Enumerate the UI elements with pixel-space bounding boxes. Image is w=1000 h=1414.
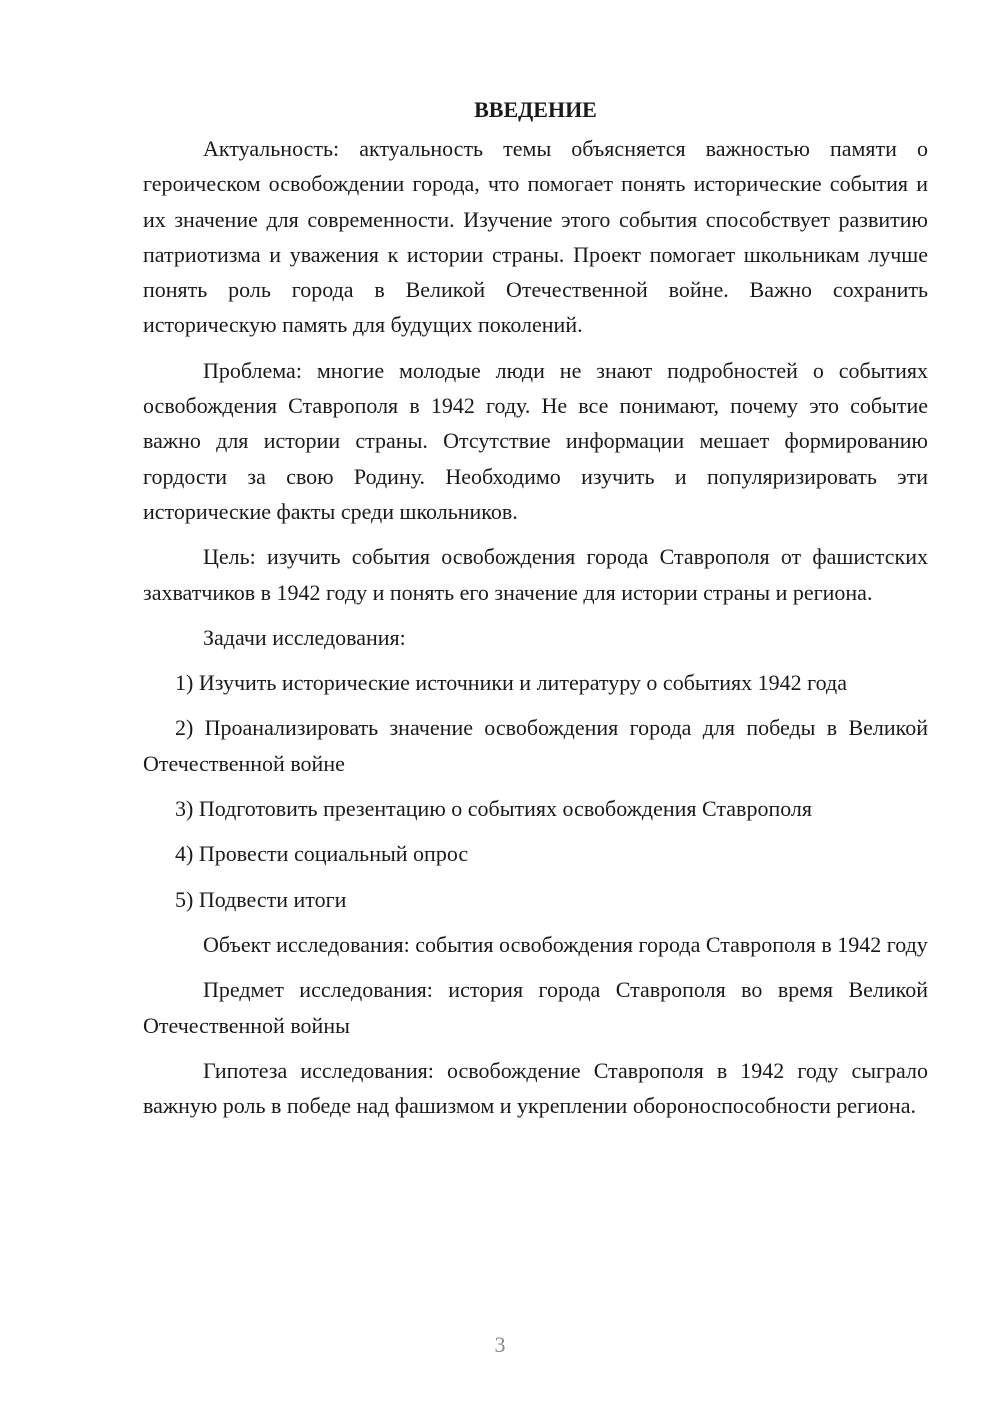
- subject-paragraph: Предмет исследования: история города Ставрополя во время Великой Отечественной войны: [143, 977, 928, 1038]
- object-paragraph: Объект исследования: события освобождения города Ставрополя в 1942 году: [203, 931, 928, 957]
- relevance-paragraph: Актуальность: актуальность темы объясняется важностью памяти о героическом освобождении города, что помогает понять исторические события и их значение для современности. Изучение этого события способствует развитию патриотизма и уважения к истории страны. Проект помогает школьникам лучше понять роль города в Великой Отечественной войне. Важно сохранить историческую память для будущих поколений.: [143, 136, 928, 338]
- task-item-1: 1) Изучить исторические источники и литературу о событиях 1942 года: [175, 670, 847, 696]
- goal-paragraph: Цель: изучить события освобождения города Ставрополя от фашистских захватчиков в 1942 году и понять его значение для истории страны и региона.: [143, 544, 928, 605]
- task-item-4: 4) Провести социальный опрос: [175, 841, 469, 867]
- task-item-5: 5) Подвести итоги: [175, 886, 347, 912]
- tasks-title: Задачи исследования:: [203, 624, 406, 650]
- task-item-3: 3) Подготовить презентацию о событиях освобождения Ставрополя: [175, 796, 813, 822]
- page-number: 3: [494, 1332, 506, 1357]
- problem-paragraph: Проблема: многие молодые люди не знают подробностей о событиях освобождения Ставрополя в 1942 году. Не все понимают, почему это событие важно для истории страны. Отсутствие информации мешает формированию гордости за свою Родину. Необходимо изучить и популяризировать эти исторические факты среди школьников.: [143, 357, 928, 524]
- section-heading: ВВЕДЕНИЕ: [474, 97, 597, 122]
- task-item-2: 2) Проанализировать значение освобождения города для победы в Великой Отечественной войне: [143, 715, 928, 776]
- document-page: [143, 92, 928, 1133]
- hypothesis-paragraph: Гипотеза исследования: освобождение Ставрополя в 1942 году сыграло важную роль в победе над фашизмом и укреплении обороноспособности региона.: [143, 1057, 928, 1119]
